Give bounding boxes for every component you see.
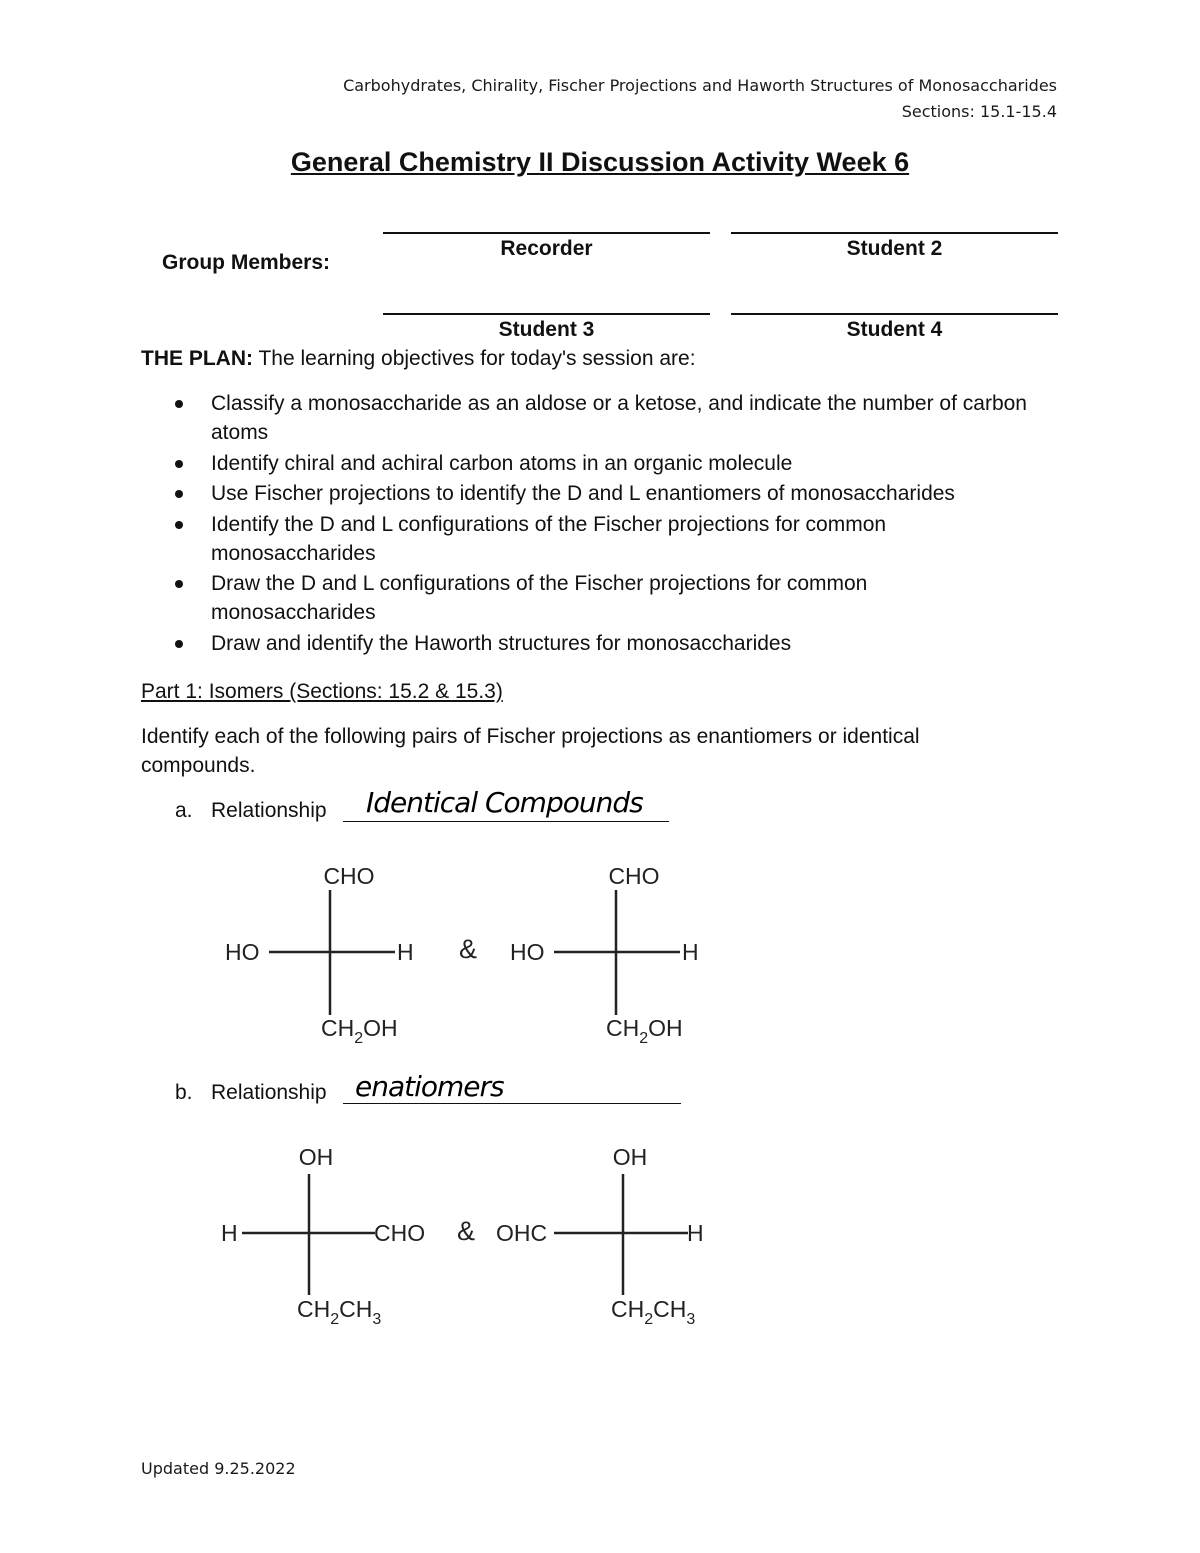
objective-item: Classify a monosaccharide as an aldose or a ketose, and indicate the number of carbon atoms: [141, 389, 1081, 447]
ampersand-separator: &: [456, 1216, 476, 1246]
question-a-fischer-pair: [200, 850, 740, 1060]
fischer-right-group: H: [687, 1220, 704, 1246]
question-b-prompt: Relationship: [211, 1081, 327, 1104]
objective-item: Use Fischer projections to identify the D and L enantiomers of monosaccharides: [141, 479, 1081, 508]
bullet-icon: [175, 640, 183, 648]
fischer-top-group: CHO: [608, 863, 660, 889]
fischer-bottom-group: $CH_2OH$: [321, 1015, 398, 1047]
fischer-right-group: H: [682, 939, 699, 965]
fischer-right-group: H: [397, 939, 414, 965]
fischer-top-group: CHO: [323, 863, 375, 889]
plan-label: THE PLAN:: [141, 347, 253, 370]
question-a-letter: a.: [175, 799, 193, 822]
role-student-3: Student 3: [498, 318, 595, 341]
objective-item: Draw and identify the Haworth structures for monosaccharides: [141, 629, 1081, 658]
question-b-letter: b.: [175, 1081, 193, 1104]
student2-signature-line: [731, 232, 1058, 234]
fischer-left-group: OHC: [496, 1220, 548, 1246]
fischer-right-group: CHO: [374, 1220, 426, 1246]
objective-item: Identify the D and L configurations of the Fischer projections for common monosaccharides: [141, 510, 1081, 568]
student4-signature-line: [731, 313, 1058, 315]
bullet-icon: [175, 490, 183, 498]
question-a-prompt: Relationship: [211, 799, 327, 822]
objective-item: Identify chiral and achiral carbon atoms in an organic molecule: [141, 449, 1081, 478]
bullet-icon: [175, 400, 183, 408]
page-title: General Chemistry II Discussion Activity Week 6: [290, 147, 910, 177]
header-topic: Carbohydrates, Chirality, Fischer Projections and Haworth Structures of Monosaccharides: [343, 76, 1057, 95]
role-student-4: Student 4: [846, 318, 943, 341]
fischer-top-group: OH: [298, 1144, 334, 1170]
fischer-bottom-group: $CH_2CH_3$: [297, 1296, 382, 1328]
question-a-answer-line: [343, 821, 669, 822]
header-sections: Sections: 15.1-15.4: [901, 102, 1057, 121]
objective-item: Draw the D and L configurations of the Fischer projections for common monosaccharides: [141, 569, 1081, 627]
role-student-2: Student 2: [846, 237, 943, 260]
question-b-fischer-pair: [200, 1130, 740, 1340]
part1-heading: Part 1: Isomers (Sections: 15.2 & 15.3): [141, 680, 503, 703]
group-members-label: Group Members:: [162, 251, 331, 274]
bullet-icon: [175, 460, 183, 468]
question-b-answer-line: [343, 1103, 681, 1104]
fischer-top-group: OH: [612, 1144, 648, 1170]
bullet-icon: [175, 521, 183, 529]
fischer-left-group: HO: [225, 939, 260, 965]
role-recorder: Recorder: [500, 237, 593, 260]
footer-updated: Updated 9.25.2022: [141, 1459, 296, 1478]
part1-instructions: Identify each of the following pairs of Fischer projections as enantiomers or identical compounds.: [141, 725, 920, 777]
question-a-answer[interactable]: Identical Compounds: [366, 786, 643, 819]
bullet-icon: [175, 580, 183, 588]
question-b-answer[interactable]: enatiomers: [355, 1070, 504, 1103]
objectives-list: [141, 389, 1081, 659]
fischer-left-group: H: [221, 1220, 238, 1246]
plan-intro: [141, 344, 696, 373]
fischer-bottom-group: $CH_2OH$: [606, 1015, 683, 1047]
student3-signature-line: [383, 313, 710, 315]
recorder-signature-line: [383, 232, 710, 234]
fischer-left-group: HO: [510, 939, 545, 965]
plan-intro-text: The learning objectives for today's session are:: [253, 347, 696, 370]
ampersand-separator: &: [458, 934, 478, 964]
fischer-bottom-group: $CH_2CH_3$: [611, 1296, 696, 1328]
